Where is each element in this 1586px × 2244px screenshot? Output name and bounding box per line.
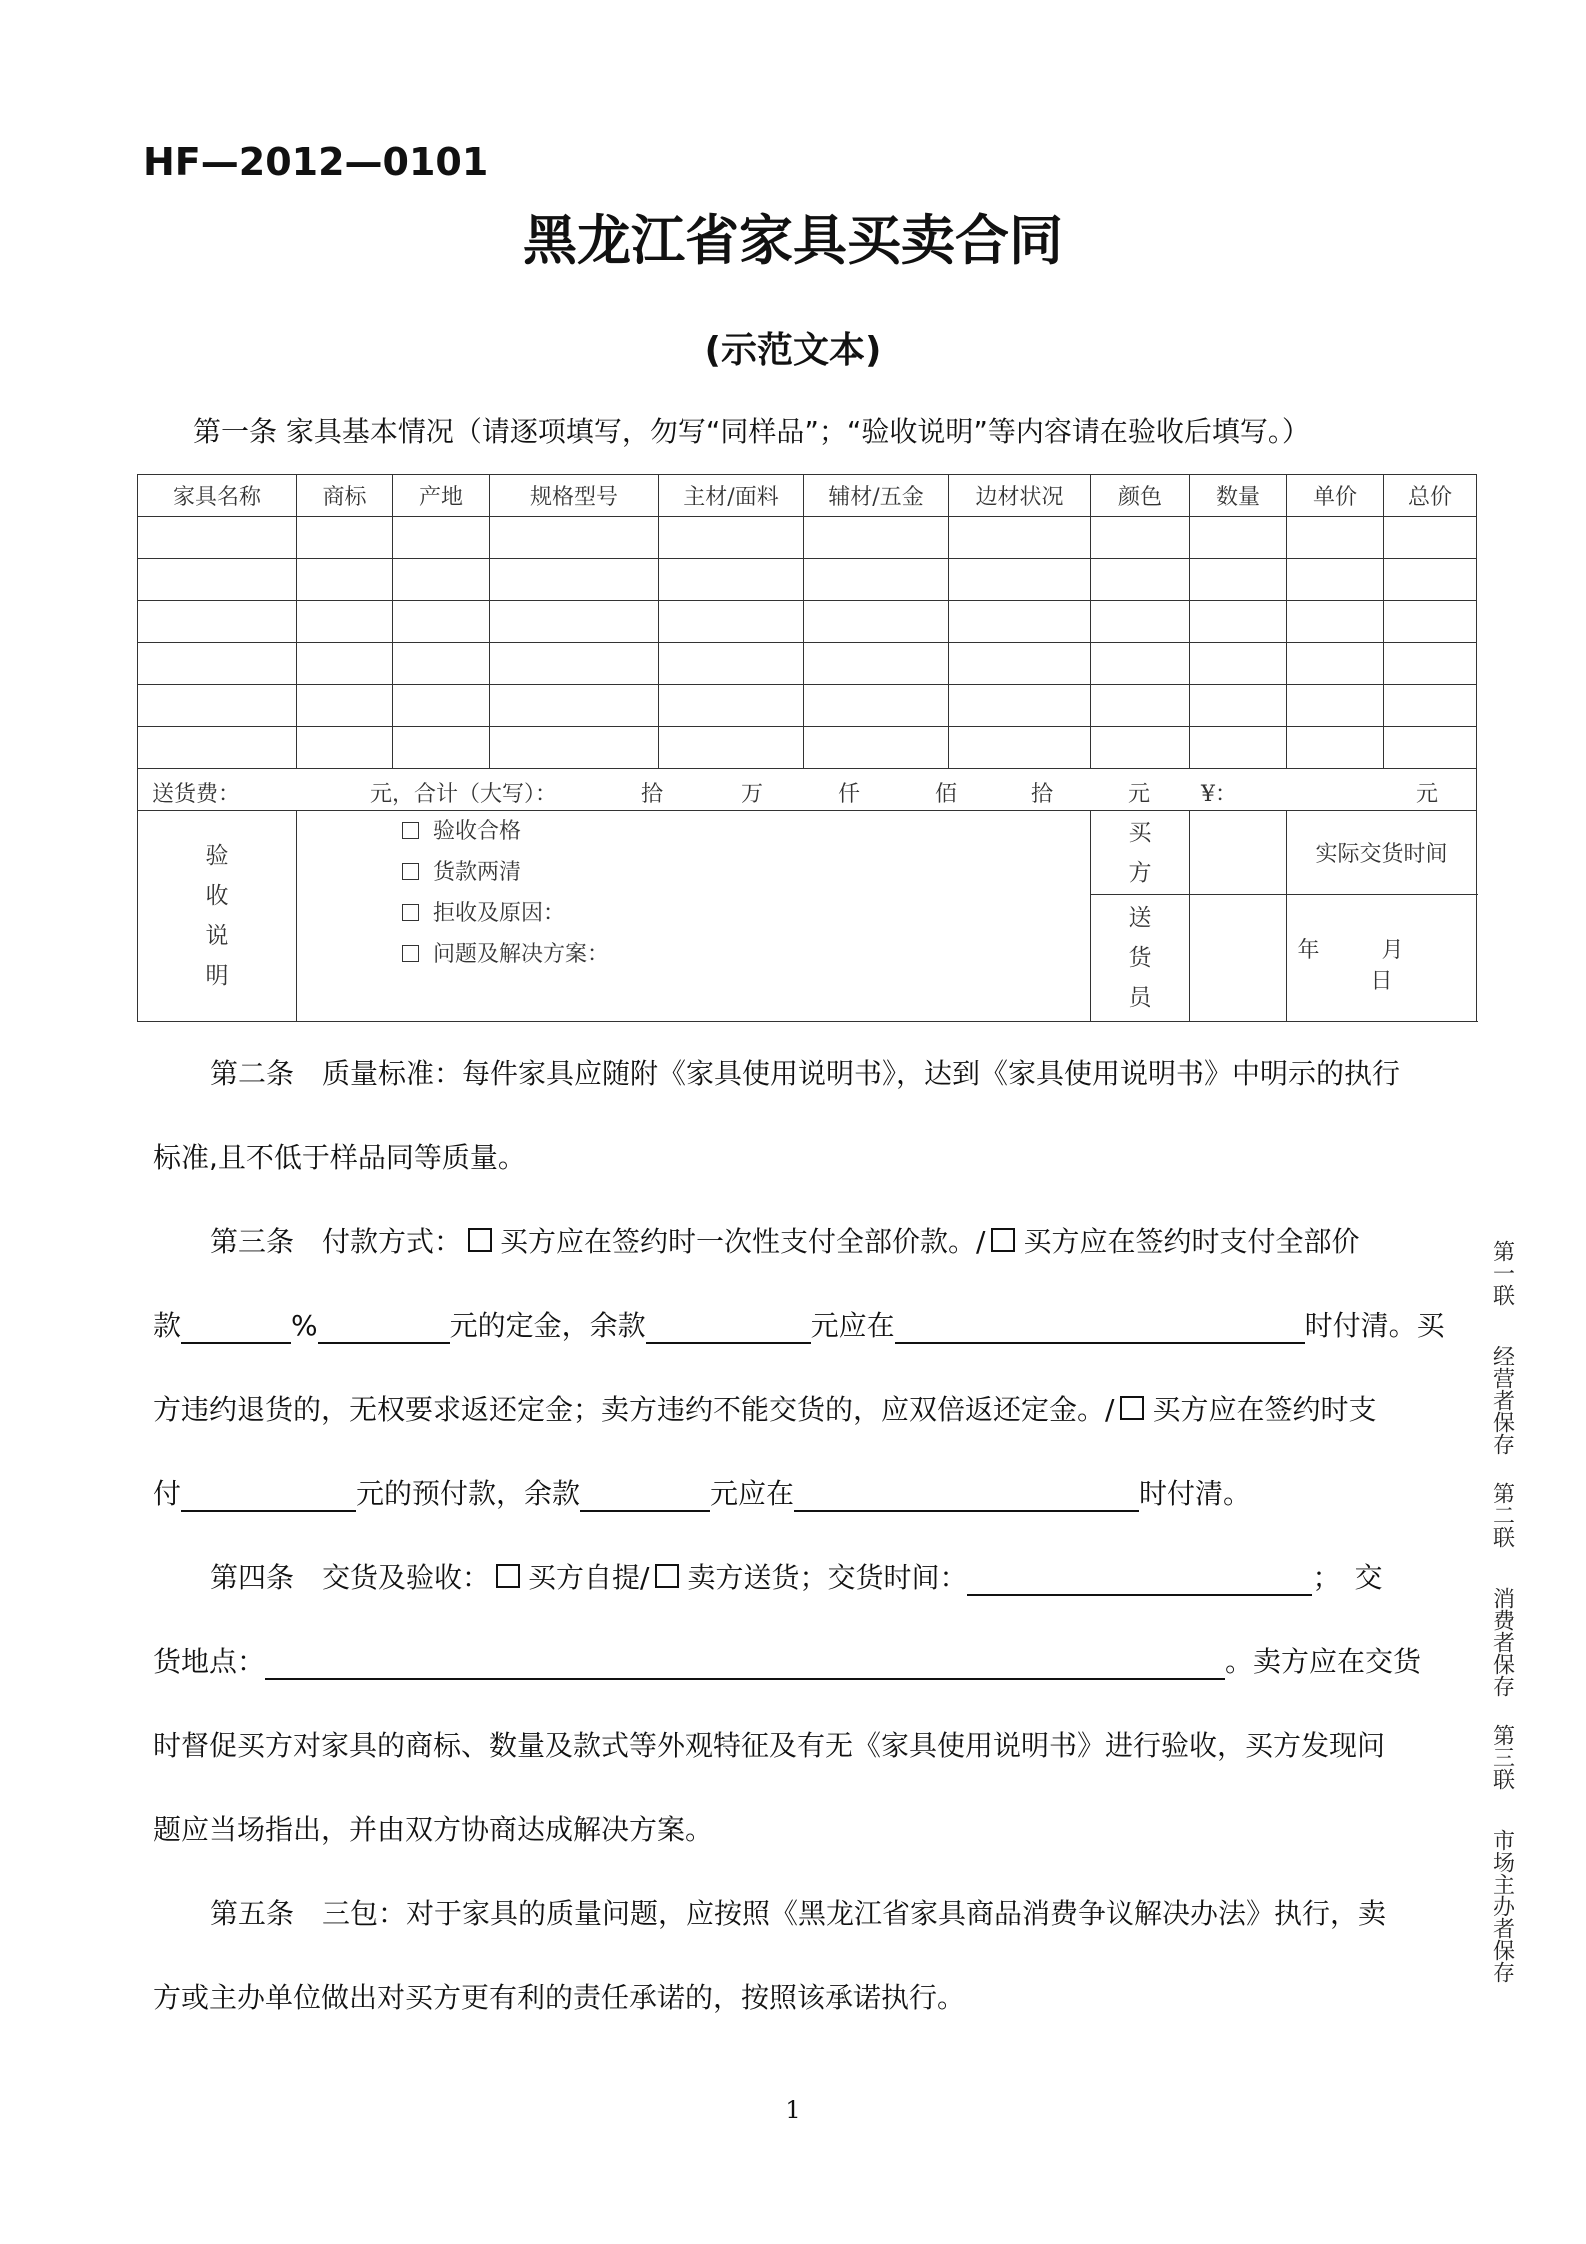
- table-cell[interactable]: [1287, 601, 1384, 643]
- table-header-row: [138, 475, 1477, 517]
- checkbox-icon[interactable]: [1120, 1396, 1144, 1420]
- article-3-line-4: 付 元的预付款，余款 元应在 时付清。: [153, 1477, 1252, 1510]
- unit-qian: 仟: [838, 782, 861, 807]
- table-cell[interactable]: [297, 643, 393, 685]
- check-rejected[interactable]: 拒收及原因：: [402, 893, 1090, 934]
- header-brand: 商标: [297, 475, 393, 517]
- table-cell[interactable]: [1384, 643, 1477, 685]
- unit-bai: 佰: [935, 782, 958, 807]
- table-cell[interactable]: [297, 685, 393, 727]
- checkbox-icon[interactable]: [496, 1564, 520, 1588]
- table-cell[interactable]: [1091, 517, 1190, 559]
- table-row: [138, 559, 1477, 601]
- table-cell[interactable]: [1190, 559, 1287, 601]
- table-cell[interactable]: [297, 559, 393, 601]
- table-cell[interactable]: [393, 643, 490, 685]
- contract-title: 黑龙江省家具买卖合同: [523, 209, 1063, 272]
- article-4-line-4: 题应当场指出，并由双方协商达成解决方案。: [153, 1813, 714, 1846]
- table-cell[interactable]: [393, 727, 490, 769]
- prepayment-blank[interactable]: [181, 1480, 356, 1512]
- side-note-consumer: 消费者保存: [1489, 1587, 1515, 1697]
- table-cell[interactable]: [297, 601, 393, 643]
- delivery-location-blank[interactable]: [265, 1648, 1225, 1680]
- header-color: 颜色: [1091, 475, 1190, 517]
- table-cell[interactable]: [138, 643, 297, 685]
- table-cell[interactable]: [1384, 685, 1477, 727]
- prepay-balance-blank[interactable]: [580, 1480, 710, 1512]
- table-cell[interactable]: [1287, 517, 1384, 559]
- table-row: [138, 601, 1477, 643]
- article-3-line-2: 款 % 元的定金，余款 元应在 时付清。买: [153, 1309, 1445, 1342]
- fee-cell[interactable]: [138, 769, 1477, 811]
- page-number: 1: [785, 2096, 801, 2124]
- table-cell[interactable]: [138, 727, 297, 769]
- balance-time-blank[interactable]: [895, 1312, 1305, 1344]
- table-row: [138, 643, 1477, 685]
- table-cell[interactable]: [1091, 601, 1190, 643]
- article-3-line-1: 第三条 付款方式： 买方应在签约时一次性支付全部价款。/ 买方应在签约时支付全部价: [210, 1225, 1360, 1258]
- unit-shi: 拾: [1031, 782, 1054, 807]
- table-cell[interactable]: [804, 685, 949, 727]
- table-cell[interactable]: [949, 601, 1091, 643]
- check-problem[interactable]: 问题及解决方案：: [402, 934, 1090, 975]
- table-cell[interactable]: [1091, 559, 1190, 601]
- rmb-label: ¥：: [1201, 782, 1237, 807]
- table-cell[interactable]: [1190, 643, 1287, 685]
- table-cell[interactable]: [659, 559, 804, 601]
- delivery-fee-label: 送货费：: [152, 782, 241, 807]
- article-1-heading: 第一条 家具基本情况（请逐项填写，勿写“同样品”；“验收说明”等内容请在验收后填写。）: [193, 415, 1310, 448]
- checkbox-icon[interactable]: [402, 863, 419, 880]
- table-cell[interactable]: [1190, 727, 1287, 769]
- prepay-time-blank[interactable]: [794, 1480, 1139, 1512]
- table-cell[interactable]: [1384, 517, 1477, 559]
- article-3-line-3: 方违约退货的，无权要求返还定金；卖方违约不能交货的，应双倍返还定金。/ 买方应在签约时支: [153, 1393, 1377, 1426]
- check-accepted[interactable]: 验收合格: [402, 811, 1090, 852]
- acceptance-label: 验 收 说 明: [138, 811, 297, 1022]
- article-5-line-2: 方或主办单位做出对买方更有利的责任承诺的，按照该承诺执行。: [153, 1981, 966, 2014]
- actual-delivery-time-label: 实际交货时间: [1287, 811, 1477, 895]
- acceptance-row: [138, 811, 1477, 895]
- table-cell[interactable]: [490, 727, 659, 769]
- contract-subtitle: (示范文本): [704, 330, 882, 371]
- table-row: [138, 727, 1477, 769]
- side-note-market: 市场主办者保存: [1489, 1829, 1515, 1983]
- deliveryman-signature-cell[interactable]: [1190, 895, 1287, 1022]
- side-note-copy-1: 第一联: [1489, 1240, 1515, 1306]
- checkbox-icon[interactable]: [402, 822, 419, 839]
- buyer-signature-cell[interactable]: [1190, 811, 1287, 895]
- total-capital-label: 元，合计（大写）：: [370, 782, 558, 807]
- header-quantity: 数量: [1190, 475, 1287, 517]
- header-aux-material: 辅材/五金: [804, 475, 949, 517]
- deposit-percent-blank[interactable]: [181, 1312, 291, 1344]
- table-cell[interactable]: [490, 685, 659, 727]
- document-code: HF—2012—0101: [143, 140, 489, 184]
- furniture-table: [137, 474, 1477, 1022]
- header-model: 规格型号: [490, 475, 659, 517]
- deliveryman-label: 送 货 员: [1091, 895, 1190, 1022]
- checkbox-icon[interactable]: [402, 945, 419, 962]
- side-note-operator: 经营者保存: [1489, 1345, 1515, 1455]
- table-cell[interactable]: [804, 517, 949, 559]
- balance-amount-blank[interactable]: [646, 1312, 811, 1344]
- table-cell[interactable]: [490, 517, 659, 559]
- table-cell[interactable]: [393, 517, 490, 559]
- fee-row: [138, 769, 1477, 811]
- rmb-yuan: 元: [1416, 782, 1439, 807]
- table-cell[interactable]: [659, 601, 804, 643]
- unit-shi-wan: 拾: [641, 782, 664, 807]
- table-cell[interactable]: [138, 601, 297, 643]
- table-cell[interactable]: [659, 643, 804, 685]
- table-cell[interactable]: [949, 643, 1091, 685]
- unit-yuan: 元: [1128, 782, 1151, 807]
- checkbox-icon[interactable]: [402, 904, 419, 921]
- table-cell[interactable]: [659, 517, 804, 559]
- checkbox-icon[interactable]: [991, 1228, 1015, 1252]
- delivery-time-blank[interactable]: [967, 1564, 1312, 1596]
- table-cell[interactable]: [1287, 643, 1384, 685]
- delivery-date-cell[interactable]: 年 月日: [1287, 895, 1477, 1022]
- table-cell[interactable]: [490, 643, 659, 685]
- table-cell[interactable]: [393, 559, 490, 601]
- table-cell[interactable]: [1384, 601, 1477, 643]
- article-4-line-2: 货地点： 。卖方应在交货: [153, 1645, 1422, 1678]
- table-cell[interactable]: [1190, 517, 1287, 559]
- table-cell[interactable]: [804, 601, 949, 643]
- checkbox-icon[interactable]: [468, 1228, 492, 1252]
- table-cell[interactable]: [297, 727, 393, 769]
- table-cell[interactable]: [659, 685, 804, 727]
- check-paid[interactable]: 货款两清: [402, 852, 1090, 893]
- article-2-line-2: 标准,且不低于样品同等质量。: [153, 1141, 526, 1174]
- table-row: [138, 685, 1477, 727]
- table-cell[interactable]: [1091, 685, 1190, 727]
- table-cell[interactable]: [490, 559, 659, 601]
- table-cell[interactable]: [297, 517, 393, 559]
- header-edge: 边材状况: [949, 475, 1091, 517]
- table-cell[interactable]: [1287, 559, 1384, 601]
- article-4-line-1: 第四条 交货及验收： 买方自提/ 卖方送货；交货时间： ； 交: [210, 1561, 1383, 1594]
- table-cell[interactable]: [804, 727, 949, 769]
- table-cell[interactable]: [138, 685, 297, 727]
- header-total: 总价: [1384, 475, 1477, 517]
- table-row: [138, 517, 1477, 559]
- article-4-line-3: 时督促买方对家具的商标、数量及款式等外观特征及有无《家具使用说明书》进行验收，买方发现问: [153, 1729, 1386, 1762]
- article-5-line-1: 第五条 三包：对于家具的质量问题，应按照《黑龙江省家具商品消费争议解决办法》执行，卖: [210, 1897, 1387, 1930]
- table-cell[interactable]: [804, 643, 949, 685]
- table-cell[interactable]: [490, 601, 659, 643]
- unit-wan: 万: [741, 782, 764, 807]
- deposit-amount-blank[interactable]: [318, 1312, 450, 1344]
- table-cell[interactable]: [1287, 685, 1384, 727]
- table-cell[interactable]: [393, 601, 490, 643]
- header-origin: 产地: [393, 475, 490, 517]
- checkbox-icon[interactable]: [655, 1564, 679, 1588]
- table-cell[interactable]: [949, 727, 1091, 769]
- table-cell[interactable]: [949, 685, 1091, 727]
- table-cell[interactable]: [138, 559, 297, 601]
- table-cell[interactable]: [1190, 601, 1287, 643]
- table-cell[interactable]: [1384, 727, 1477, 769]
- header-name: 家具名称: [138, 475, 297, 517]
- table-cell[interactable]: [659, 727, 804, 769]
- table-cell[interactable]: [138, 517, 297, 559]
- table-cell[interactable]: [393, 685, 490, 727]
- table-cell[interactable]: [1287, 727, 1384, 769]
- table-cell[interactable]: [1091, 727, 1190, 769]
- table-cell[interactable]: [949, 517, 1091, 559]
- side-note-copy-2: 第二联: [1489, 1482, 1515, 1548]
- header-main-material: 主材/面料: [659, 475, 804, 517]
- article-2-line-1: 第二条 质量标准：每件家具应随附《家具使用说明书》，达到《家具使用说明书》中明示的执行: [210, 1057, 1401, 1090]
- table-cell[interactable]: [1091, 643, 1190, 685]
- header-unit-price: 单价: [1287, 475, 1384, 517]
- table-cell[interactable]: [1384, 559, 1477, 601]
- acceptance-checklist: [297, 811, 1091, 1022]
- table-cell[interactable]: [804, 559, 949, 601]
- buyer-label: 买 方: [1091, 811, 1190, 895]
- side-note-copy-3: 第三联: [1489, 1724, 1515, 1790]
- table-cell[interactable]: [949, 559, 1091, 601]
- table-cell[interactable]: [1190, 685, 1287, 727]
